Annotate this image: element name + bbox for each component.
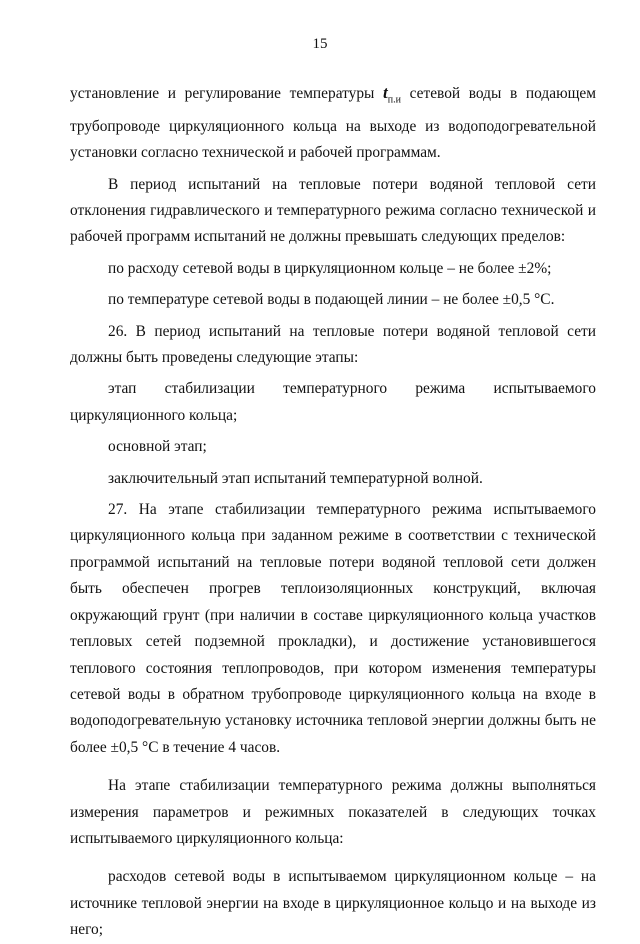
paragraph-text: сетевой воды в подающем трубопроводе циркуляционного кольца на выходе из водоподогревательной установки согласно технической и рабочей программам. bbox=[70, 85, 596, 162]
paragraph-stage-final: заключительный этап испытаний температурной волной. bbox=[108, 469, 483, 487]
temperature-symbol-subscript: п.и bbox=[387, 94, 401, 106]
document-body bbox=[70, 80, 596, 944]
paragraph-flow-measurement: расходов сетевой воды в испытываемом циркуляционном кольце – на источнике тепловой энергии на входе в циркуляционное кольцо и на выходе из него; bbox=[70, 868, 596, 939]
paragraph-temperature-limit: по температуре сетевой воды в подающей линии – не более ±0,5 °С. bbox=[108, 291, 555, 309]
paragraph-temperature-regulation bbox=[70, 80, 596, 167]
paragraph-stage-stabilization: этап стабилизации температурного режима испытываемого циркуляционного кольца; bbox=[70, 380, 596, 424]
paragraph-flow-limit: по расходу сетевой воды в циркуляционном кольце – не более ±2%; bbox=[108, 259, 552, 277]
paragraph-text: установление и регулирование температуры bbox=[70, 85, 384, 102]
paragraph-measurements: На этапе стабилизации температурного режима должны выполняться измерения параметров и режимных показателей в следующих точках испытываемого циркуляционного кольца: bbox=[70, 777, 596, 847]
paragraph-deviation-limits: В период испытаний на тепловые потери водяной тепловой сети отклонения гидравлического и температурного режима согласно технической и рабочей программ испытаний не должны превышать следующих пределов: bbox=[70, 175, 596, 246]
paragraph-item-27: 27. На этапе стабилизации температурного режима испытываемого циркуляционного кольца при заданном режиме в соответствии с технической программой испытаний на тепловые потери водяной тепловой сети должен быть обеспечен прогрев теплоизоляционных конструкций, включая окружающий грунт (при наличии в составе циркуляционного кольца участков тепловых сетей подземной прокладки), и достижение установившегося теплового состояния теплопроводов, при котором изменения температуры сетевой воды в обратном трубопроводе циркуляционного кольца на входе в водоподогревательную установку источника тепловой энергии должны быть не более ±0,5 °С в течение 4 часов. bbox=[70, 501, 596, 756]
page-number: 15 bbox=[312, 36, 328, 52]
paragraph-stage-main: основной этап; bbox=[108, 438, 207, 456]
paragraph-item-26: 26. В период испытаний на тепловые потери водяной тепловой сети должны быть проведены следующие этапы: bbox=[70, 322, 596, 367]
temperature-symbol: $t_{п.и}$ bbox=[383, 83, 401, 106]
